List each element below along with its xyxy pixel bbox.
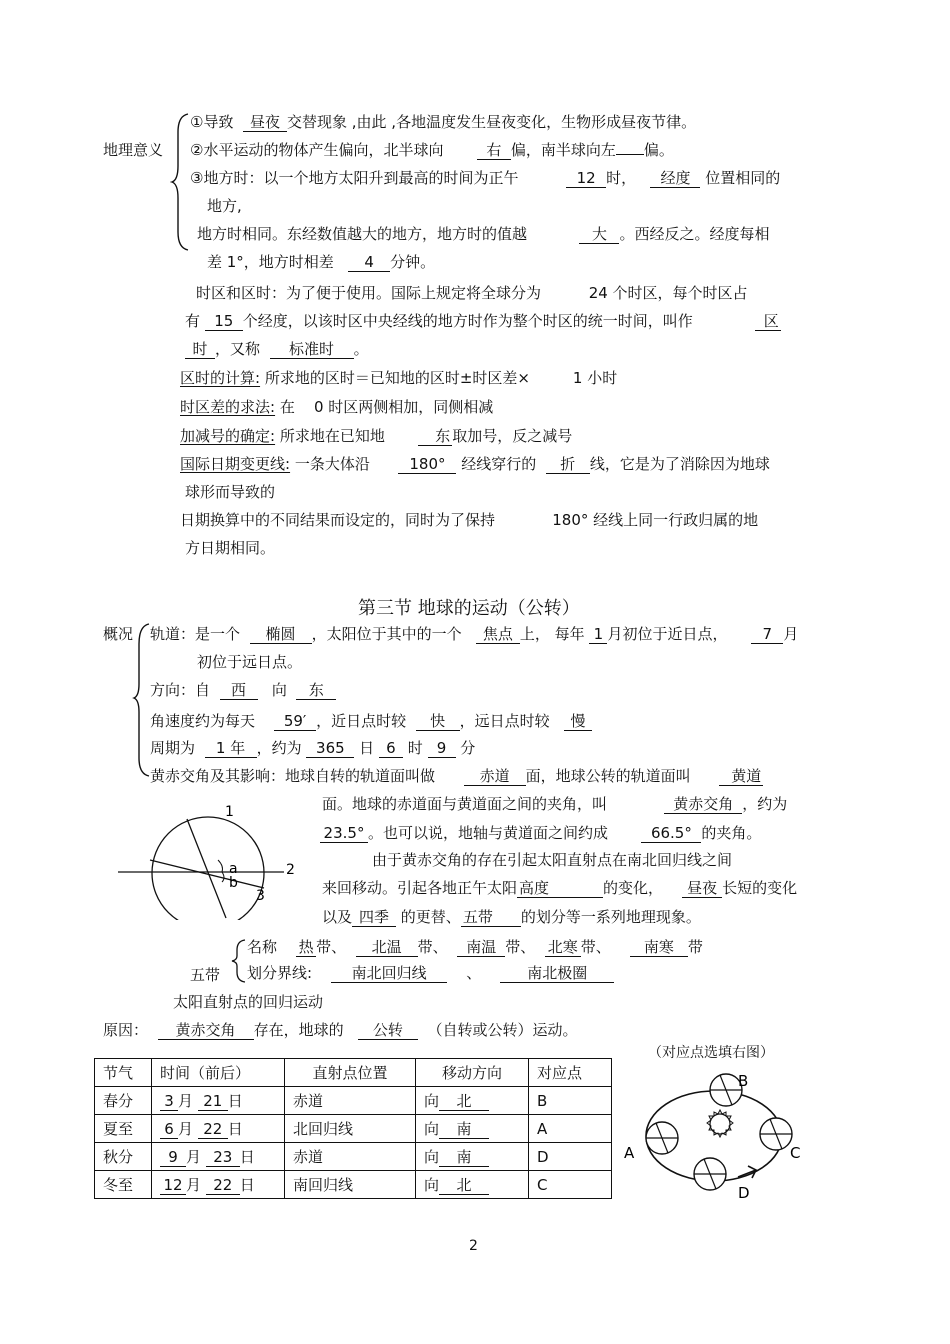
solar-terms-table xyxy=(94,1058,612,1199)
label-b: b xyxy=(229,875,238,891)
term-name: 春分 xyxy=(95,1087,152,1115)
earth-circle xyxy=(152,817,264,920)
table-header: 时间（前后） xyxy=(152,1059,285,1087)
term-direction: 向 北 xyxy=(416,1087,529,1115)
obliquity-line-1: 黄赤交角及其影响：地球自转的轨道面叫做 赤道 面，地球公转的轨道面叫 黄道 xyxy=(150,767,762,785)
term-direction: 向 南 xyxy=(416,1143,529,1171)
term-position: 赤道 xyxy=(285,1087,416,1115)
tz-line-2: 有 15 个经度，以该时区中央经线的地方时作为整个时区的统一时间，叫作 区 xyxy=(185,312,779,330)
point-a-label: A xyxy=(624,1144,635,1162)
calc-line-5: 球形而导致的 xyxy=(185,483,276,501)
calc-line-6: 日期换算中的不同结果而设定的，同时为了保持 180° 经线上同一行政归属的地 xyxy=(180,511,759,529)
direction-line: 方向：自 西 向 东 xyxy=(150,680,336,700)
geo-line-2: ②水平运动的物体产生偏向，北半球向 右 偏，南半球向左 偏。 xyxy=(190,141,674,159)
term-date: 6 月 22 日 xyxy=(152,1115,285,1143)
obliquity-line-2: 面。地球的赤道面与黄道面之间的夹角，叫 黄赤交角 ，约为 xyxy=(322,795,788,813)
earth-icon-d xyxy=(694,1158,726,1190)
term-name: 夏至 xyxy=(95,1115,152,1143)
obliquity-line-5: 来回移动。引起各地正午太阳 高度 的变化， 昼夜 长短的变化 xyxy=(322,879,798,897)
label-a: a xyxy=(229,861,238,877)
geo-significance-label: 地理意义 xyxy=(103,141,164,159)
term-direction: 向 南 xyxy=(416,1115,529,1143)
term-direction: 向 北 xyxy=(416,1171,529,1199)
obliquity-line-6: 以及 四季 的更替、 五带 的划分等一系列地理现象。 xyxy=(322,908,701,926)
sun-icon xyxy=(707,1110,733,1137)
angle-arc-b xyxy=(222,872,224,882)
label-3: 3 xyxy=(256,888,265,904)
term-date: 9 月 23 日 xyxy=(152,1143,285,1171)
section-title: 第三节 地球的运动（公转） xyxy=(358,598,580,619)
point-c-label: C xyxy=(790,1144,801,1162)
geo-line-1: ①导致 昼夜 交替现象 ,由此 ,各地温度发生昼夜变化，生物形成昼夜节律。 xyxy=(190,113,697,131)
term-point: A xyxy=(529,1115,612,1143)
term-name: 冬至 xyxy=(95,1171,152,1199)
label-1: 1 xyxy=(225,804,234,820)
earth-icon-c xyxy=(760,1118,792,1150)
left-brace-overview xyxy=(132,622,152,778)
table-row xyxy=(95,1171,612,1199)
left-brace-zones xyxy=(230,938,248,984)
term-position: 北回归线 xyxy=(285,1115,416,1143)
table-header-row xyxy=(95,1059,612,1087)
geo-line-3: ③地方时：以一个地方太阳升到最高的时间为正午 12 时， 经度 位置相同的 xyxy=(190,169,781,187)
geo-line-6: 差 1°，地方时相差 4 分钟。 xyxy=(207,253,436,271)
table-row xyxy=(95,1087,612,1115)
term-point: B xyxy=(529,1087,612,1115)
table-header: 移动方向 xyxy=(416,1059,529,1087)
label-2: 2 xyxy=(286,862,295,878)
overview-label: 概况 xyxy=(103,625,134,643)
tz-line-1: 时区和区时：为了便于使用。国际上规定将全球分为 24 个时区，每个时区占 xyxy=(196,284,748,302)
subsolar-title: 太阳直射点的回归运动 xyxy=(173,993,324,1011)
equator-line xyxy=(150,860,264,888)
obliquity-line-3: 23.5° 。也可以说，地轴与黄道面之间约成 66.5° 的夹角。 xyxy=(320,823,761,843)
earth-icon-a xyxy=(646,1122,678,1154)
point-b-label: B xyxy=(738,1072,749,1090)
obliquity-line-4: 由于黄赤交角的存在引起太阳直射点在南北回归线之间 xyxy=(372,851,733,869)
page-number: 2 xyxy=(469,1238,478,1254)
geo-line-5: 地方时相同。东经数值越大的地方，地方时的值越 大 。西经反之。经度每相 xyxy=(197,225,770,243)
table-header: 直射点位置 xyxy=(285,1059,416,1087)
term-name: 秋分 xyxy=(95,1143,152,1171)
reason-line: 原因： 黄赤交角 存在，地球的 公转 （自转或公转）运动。 xyxy=(103,1021,578,1039)
table-header: 对应点 xyxy=(529,1059,612,1087)
table-row xyxy=(95,1143,612,1171)
term-point: D xyxy=(529,1143,612,1171)
tz-line-3: 时 ，又称 标准时 。 xyxy=(185,339,369,359)
calc-line-4: 国际日期变更线: 一条大体沿 180° 经线穿行的 折 线，它是为了消除因为地球 xyxy=(180,455,770,473)
earth-axis xyxy=(187,819,226,918)
note-fill-right: （对应点选填右图） xyxy=(648,1045,774,1061)
angle-arc-a xyxy=(218,860,223,872)
term-date: 12 月 22 日 xyxy=(152,1171,285,1199)
table-header: 节气 xyxy=(95,1059,152,1087)
left-brace-geo xyxy=(170,112,192,252)
term-position: 南回归线 xyxy=(285,1171,416,1199)
calc-line-7: 方日期相同。 xyxy=(185,539,276,557)
calc-line-2: 时区差的求法: 在 0 时区两侧相加，同侧相减 xyxy=(180,398,494,416)
calc-line-3: 加减号的确定: 所求地在已知地 东 取加号，反之减号 xyxy=(180,427,573,445)
geo-line-4: 地方, xyxy=(207,197,242,215)
period-line: 周期为 1 年 ，约为 365 日 6 时 9 分 xyxy=(150,739,476,757)
axial-tilt-diagram xyxy=(112,800,302,920)
speed-line: 角速度约为每天 59′ ，近日点时较 快 ，远日点时较 慢 xyxy=(150,711,592,731)
table-row xyxy=(95,1115,612,1143)
term-point: C xyxy=(529,1171,612,1199)
orbit-diagram xyxy=(618,1062,808,1210)
zones-boundary-line: 划分界线: 南北回归线 、 南北极圈 xyxy=(247,963,614,983)
orbit-line-1: 轨道：是一个 椭圆 ，太阳位于其中的一个 焦点 上， 每年 1 月初位于近日点， 7 月 xyxy=(150,625,799,643)
zones-names-line: 名称 热 带、 北温 带、 南温 带、 北寒 带、 南寒 带 xyxy=(247,938,703,956)
orbit-line-2: 初位于远日点。 xyxy=(197,653,303,671)
term-position: 赤道 xyxy=(285,1143,416,1171)
five-zones-label: 五带 xyxy=(190,966,221,984)
term-date: 3 月 21 日 xyxy=(152,1087,285,1115)
calc-line-1: 区时的计算: 所求地的区时＝已知地的区时±时区差× 1 小时 xyxy=(180,369,618,387)
point-d-label: D xyxy=(738,1184,750,1202)
